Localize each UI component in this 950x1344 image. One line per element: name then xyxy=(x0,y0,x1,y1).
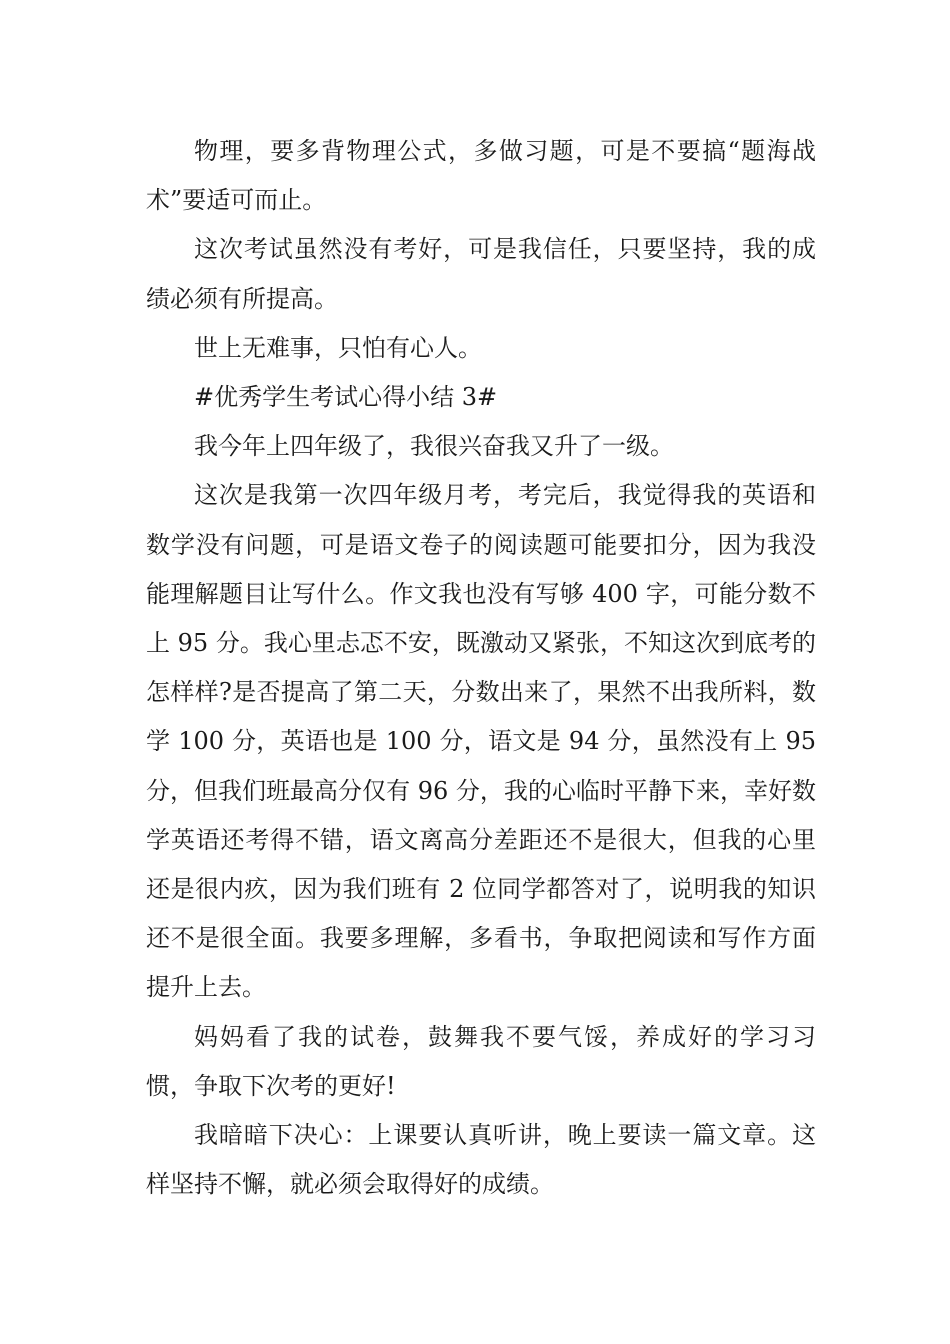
paragraph-fourth-grade: 我今年上四年级了，我很兴奋我又升了一级。 xyxy=(194,432,674,461)
section-heading: #优秀学生考试心得小结 3# xyxy=(194,383,498,412)
paragraph-mother-encouragement: 妈妈看了我的试卷，鼓舞我不要气馁，养成好的学习习惯，争取下次考的更好! xyxy=(146,1022,816,1100)
paragraph-resolution: 我暗暗下决心：上课要认真听讲，晚上要读一篇文章。这样坚持不懈，就必须会取得好的成绩。 xyxy=(146,1121,816,1199)
paragraph-physics-advice: 物理，要多背物理公式，多做习题，可是不要搞“题海战术”要适可而止。 xyxy=(146,137,816,215)
document-body xyxy=(146,127,816,1209)
paragraph-proverb: 世上无难事，只怕有心人。 xyxy=(194,333,482,362)
paragraph-confidence: 这次考试虽然没有考好，可是我信任，只要坚持，我的成绩必须有所提高。 xyxy=(146,235,816,313)
paragraph-monthly-exam: 这次是我第一次四年级月考，考完后，我觉得我的英语和数学没有问题，可是语文卷子的阅读题可能要扣分，因为我没能理解题目让写什么。作文我也没有写够 400 字，可能分数不上 95 分。我心里忐忑不安，既激动又紧张，不知这次到底考的怎样样?是否提高了第二天，分数出来了，果然不出我所料，数学 100 分，英语也是 100 分，语文是 94 分，虽然没有上 95 分，但我们班最高分仅有 96 分，我的心临时平静下来，幸好数学英语还考得不错，语文离高分差距还不是很大，但我的心里还是很内疚，因为我们班有 2 位同学都答对了，说明我的知识还不是很全面。我要多理解，多看书，争取把阅读和写作方面提升上去。 xyxy=(146,481,816,1002)
